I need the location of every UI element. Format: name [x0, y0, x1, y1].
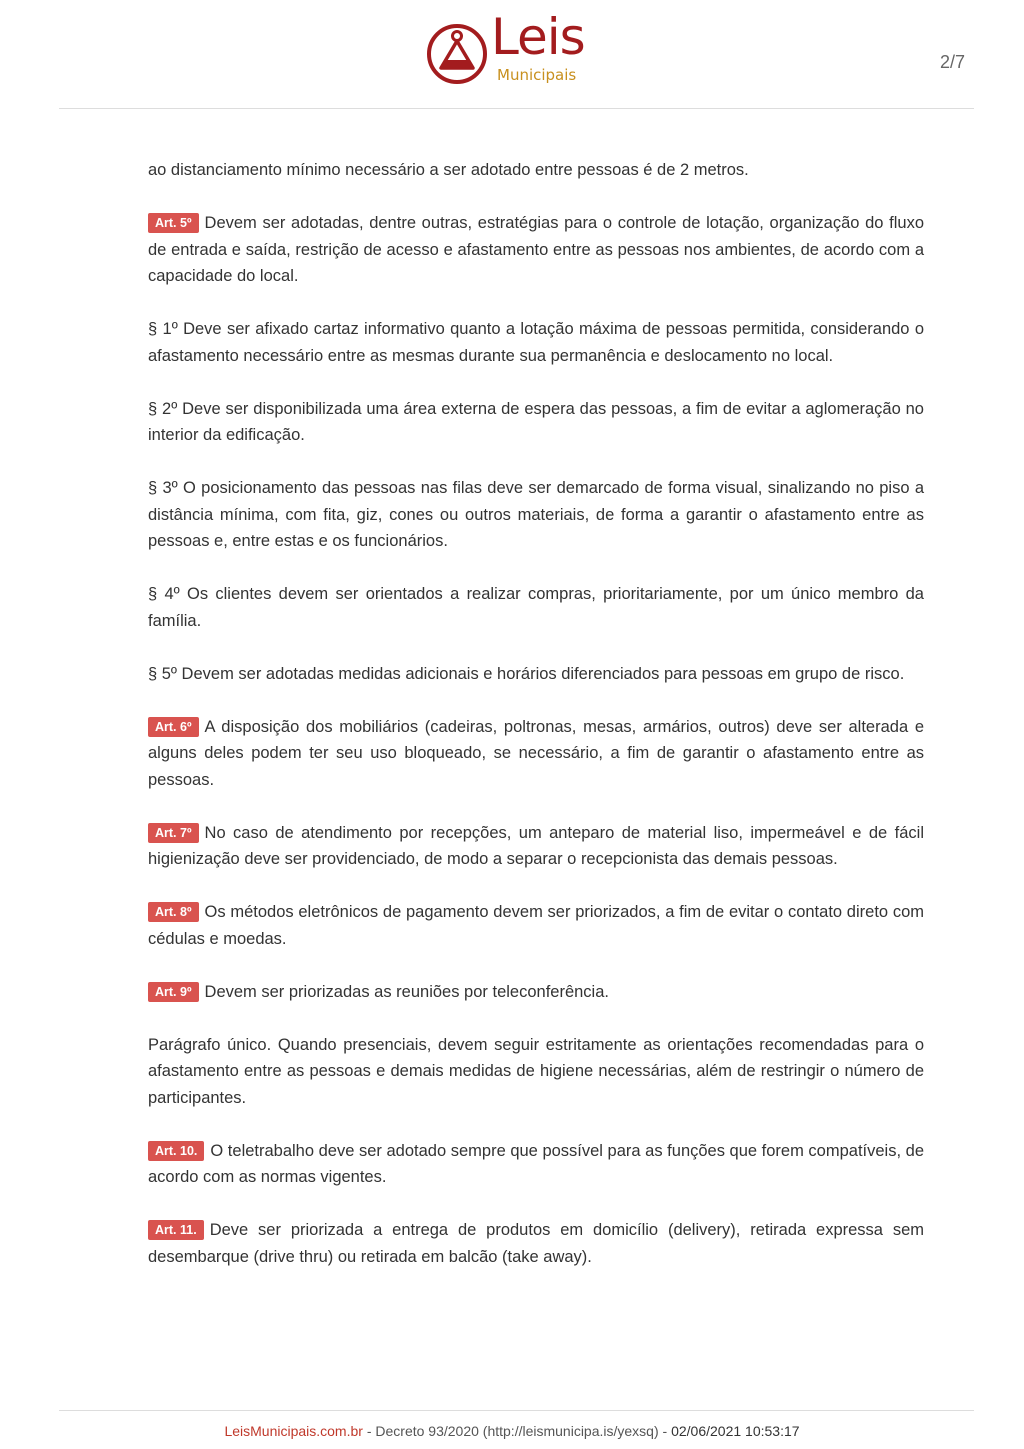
paragraph: [148, 475, 924, 555]
paragraph-text: § 5º Devem ser adotadas medidas adicionais e horários diferenciados para pessoas em grupo de risco.: [148, 664, 905, 683]
document-body: [148, 157, 924, 1297]
paragraph: [148, 1032, 924, 1112]
paragraph: [148, 396, 924, 449]
article: [148, 979, 924, 1006]
article-badge: Art. 8º: [148, 902, 199, 922]
paragraph-text: § 3º O posicionamento das pessoas nas filas deve ser demarcado de forma visual, sinalizando no piso a distância mínima, com fita, giz, cones ou outros materiais, de forma a garantir o afastamento entre as pessoas e, entre estas e os funcionários.: [148, 479, 924, 550]
article: [148, 899, 924, 952]
paragraph-text: § 1º Deve ser afixado cartaz informativo quanto a lotação máxima de pessoas permitida, considerando o afastamento necessário entre as mesmas durante sua permanência e deslocamento no local.: [148, 320, 924, 365]
footer-divider: [59, 1410, 974, 1411]
article-badge: Art. 5º: [148, 213, 199, 233]
footer-document-ref: - Decreto 93/2020 (http://leismunicipa.is/yexsq) -: [362, 1423, 672, 1439]
article-badge: Art. 10.: [148, 1141, 204, 1161]
article-badge: Art. 6º: [148, 717, 199, 737]
page-number: 2/7: [939, 52, 965, 72]
footer-timestamp: 02/06/2021 10:53:17: [671, 1423, 800, 1439]
article-badge: Art. 11.: [148, 1220, 204, 1240]
article-text: Devem ser priorizadas as reuniões por teleconferência.: [204, 982, 609, 1001]
header-divider: [59, 108, 974, 109]
article-text: Os métodos eletrônicos de pagamento devem ser priorizados, a fim de evitar o contato direto com cédulas e moedas.: [148, 903, 924, 948]
article-text: Devem ser adotadas, dentre outras, estratégias para o controle de lotação, organização do fluxo de entrada e saída, restrição de acesso e afastamento entre as pessoas nos ambientes, de acordo com a capacidade do local.: [148, 214, 924, 285]
page-footer: [0, 1423, 1024, 1439]
article: [148, 1217, 924, 1270]
article: [148, 210, 924, 290]
paragraph-text: Parágrafo único. Quando presenciais, devem seguir estritamente as orientações recomendadas para o afastamento entre as pessoas e demais medidas de higiene necessárias, além de restringir o número de participantes.: [148, 1035, 924, 1107]
article: [148, 714, 924, 794]
paragraph-text: § 4º Os clientes devem ser orientados a realizar compras, prioritariamente, por um único membro da família.: [148, 585, 924, 630]
paragraph: [148, 157, 924, 184]
logo-title: Leis: [491, 8, 585, 66]
logo-subtitle: Municipais: [497, 66, 577, 84]
paragraph-text: § 2º Deve ser disponibilizada uma área externa de espera das pessoas, a fim de evitar a aglomeração no interior da edificação.: [148, 399, 924, 444]
paragraph: [148, 661, 924, 688]
article-text: Deve ser priorizada a entrega de produtos em domicílio (delivery), retirada expressa sem desembarque (drive thru) ou retirada em balcão (take away).: [148, 1221, 924, 1266]
paragraph-text: ao distanciamento mínimo necessário a ser adotado entre pessoas é de 2 metros.: [148, 161, 749, 179]
article: [148, 820, 924, 873]
article: [148, 1138, 924, 1191]
article-text: O teletrabalho deve ser adotado sempre que possível para as funções que forem compatíveis, de acordo com as normas vigentes.: [148, 1141, 924, 1186]
article-badge: Art. 7º: [148, 823, 199, 843]
article-text: A disposição dos mobiliários (cadeiras, poltronas, mesas, armários, outros) deve ser alterada e alguns deles podem ter seu uso bloqueado, se necessário, a fim de garantir o afastamento entre as pessoas.: [148, 717, 924, 789]
paragraph: [148, 316, 924, 369]
article-text: No caso de atendimento por recepções, um anteparo de material liso, impermeável e de fácil higienização deve ser providenciado, de modo a separar o recepcionista das demais pessoas.: [148, 823, 924, 868]
article-badge: Art. 9º: [148, 982, 199, 1002]
leis-municipais-logo: [425, 8, 595, 90]
footer-site-link[interactable]: LeisMunicipais.com.br: [224, 1423, 363, 1439]
page-header: [0, 0, 1024, 110]
paragraph: [148, 581, 924, 634]
scale-emblem-icon: [425, 22, 489, 86]
